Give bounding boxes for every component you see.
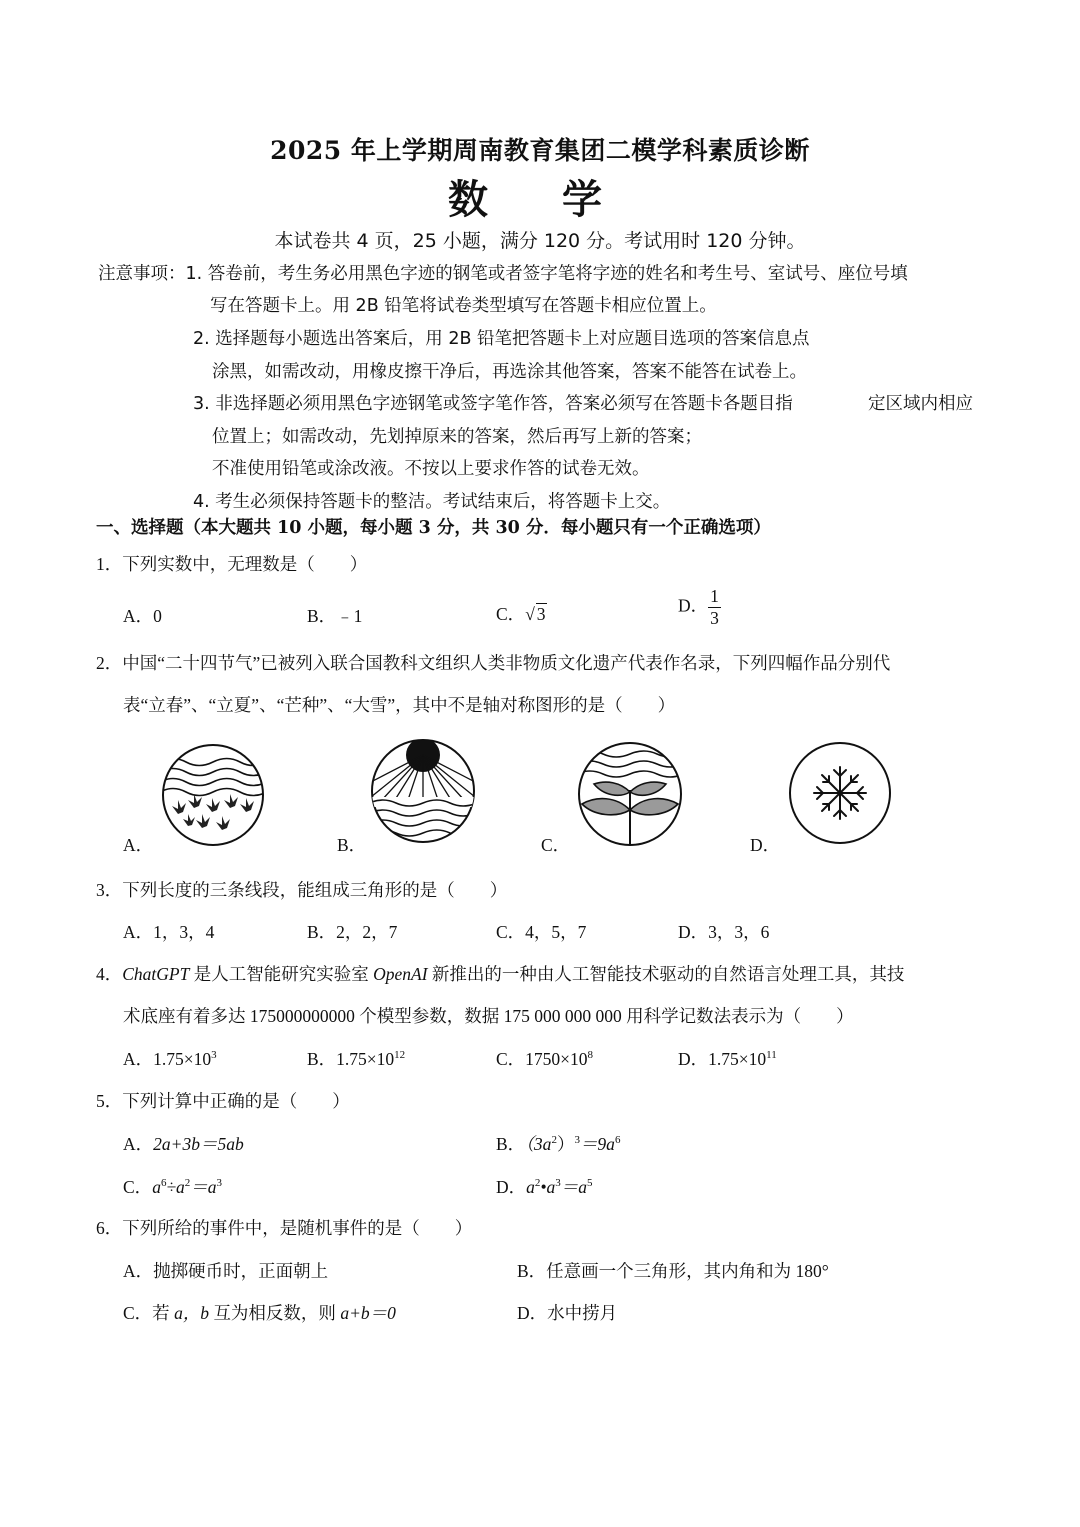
exam-info: 本试卷共 4 页，25 小题，满分 120 分。考试用时 120 分钟。 (274, 230, 806, 252)
q2-stem-line-2: 表“立春”、“立夏”、“芒种”、“大雪”，其中不是轴对称图形的是（ ） (123, 695, 676, 715)
q5-b-part-1: （3a (525, 1134, 552, 1154)
q2-option-a: A． (123, 835, 154, 855)
q5-c-exp-1: 6 (160, 1177, 167, 1189)
wavy-lines (576, 751, 684, 777)
q4-stem-mid: 是人工智能研究实验室 (189, 964, 374, 984)
q5-option-b (496, 1131, 620, 1156)
note-line-5: 3. 非选择题必须用黑色字迹钢笔或签字笔作答，答案必须写在答题卡各题目指 (193, 394, 793, 414)
q4-b-base: B．1.75×10 (307, 1049, 395, 1069)
q4-d-base: D．1.75×10 (678, 1049, 767, 1069)
q5-b-part-2: ） (556, 1134, 575, 1154)
q1-d-numerator: 1 (710, 586, 719, 606)
q2-option-b: B． (337, 835, 367, 855)
q5-c-exp-2: 2 (184, 1177, 191, 1189)
q5-c-part-2: ÷a (166, 1177, 185, 1197)
q6-c-expression: a+b＝0 (340, 1303, 396, 1323)
q5-c-part-1: a (152, 1177, 161, 1197)
q4-option-c (496, 1046, 593, 1071)
q4-stem-line-2: 术底座有着多达 175000000000 个模型参数，数据 175 000 000 000 用科学记数法表示为（ ） (123, 1006, 854, 1026)
q5-b-part-3: ＝9a (579, 1134, 615, 1154)
q5-b-exp-3: 6 (614, 1134, 621, 1146)
q5-option-a (123, 1131, 244, 1156)
q5-d-part-2: •a (540, 1177, 556, 1197)
q6-option-d: D．水中捞月 (517, 1303, 618, 1323)
q4-stem-end: 新推出的一种由人工智能技术驱动的自然语言处理工具，其技 (427, 964, 905, 984)
q5-d-exp-1: 2 (534, 1177, 541, 1189)
q6-option-a: A．抛掷硬币时，正面朝上 (123, 1261, 329, 1281)
snowflake-icon (814, 767, 866, 819)
q4-option-d (678, 1046, 777, 1071)
q4-c-exponent: 8 (587, 1049, 594, 1061)
q5-d-part-3: ＝a (560, 1177, 588, 1197)
q4-d-exponent: 11 (766, 1049, 777, 1061)
figure-c-grain-in-ear (576, 740, 684, 848)
q4-openai: OpenAI (373, 964, 428, 984)
subject-title: 数 学 (448, 176, 632, 223)
q4-a-exponent: 3 (211, 1049, 217, 1061)
q6-c-middle: 互为相反数，则 (209, 1303, 341, 1323)
q5-b-exp-2: 3 (574, 1134, 580, 1146)
section-heading: 一、选择题（本大题共 10 小题，每小题 3 分，共 30 分．每小题只有一个正确选项） (96, 518, 771, 538)
note-line-4: 涂黑，如需改动，用橡皮擦干净后，再选涂其他答案，答案不能答在试卷上。 (212, 362, 807, 382)
q2-option-d: D． (750, 835, 781, 855)
sun-icon (369, 738, 477, 836)
q1-d-denominator: 3 (710, 607, 719, 628)
q3-option-b: B．2，2，7 (307, 922, 398, 942)
q6-option-c (123, 1300, 396, 1325)
figure-b-summer (369, 737, 477, 845)
note-line-7: 不准使用铅笔或涂改液。不按以上要求作答的试卷无效。 (212, 459, 650, 479)
q5-b-exp-1: 2 (551, 1134, 557, 1146)
exam-title: 2025 年上学期周南教育集团二模学科素质诊断 (270, 136, 810, 165)
q1-stem: 1．下列实数中，无理数是（ ） (96, 554, 368, 574)
q2-stem-line-1: 2．中国“二十四节气”已被列入联合国教科文组织人类非物质文化遗产代表作名录，下列四幅作品分别代 (96, 653, 891, 673)
q3-option-c: C．4，5，7 (496, 922, 587, 942)
q4-c-base: C．1750×10 (496, 1049, 588, 1069)
note-line-3: 2. 选择题每小题选出答案后，用 2B 铅笔把答题卡上对应题目选项的答案信息点 (193, 329, 810, 349)
figure-d-great-snow (787, 740, 893, 846)
sprout-icons (172, 794, 254, 830)
q6-stem: 6．下列所给的事件中，是随机事件的是（ ） (96, 1218, 473, 1238)
q5-c-exp-3: 3 (216, 1177, 223, 1189)
q1-option-d (678, 588, 721, 627)
q3-stem: 3．下列长度的三条线段，能组成三角形的是（ ） (96, 880, 508, 900)
q5-b-label: B． (496, 1134, 526, 1154)
q5-stem: 5．下列计算中正确的是（ ） (96, 1091, 350, 1111)
q4-number: 4． (96, 964, 123, 984)
wavy-lines (160, 759, 266, 796)
note-line-8: 4. 考生必须保持答题卡的整洁。考试结束后，将答题卡上交。 (193, 492, 671, 512)
q4-a-base: A．1.75×10 (123, 1049, 212, 1069)
q1-c-label: C． (496, 604, 526, 624)
note-line-2: 写在答题卡上。用 2B 铅笔将试卷类型填写在答题卡相应位置上。 (210, 296, 717, 316)
q3-option-a: A．1，3，4 (123, 922, 215, 942)
q1-c-radicand: 3 (536, 604, 546, 624)
q5-a-expression: 2a+3b＝5ab (153, 1134, 244, 1154)
sqrt-symbol: √ (525, 604, 535, 624)
note-line-6: 位置上；如需改动，先划掉原来的答案，然后再写上新的答案； (212, 427, 702, 447)
q5-option-c (123, 1174, 222, 1199)
q4-chatgpt: ChatGPT (122, 964, 190, 984)
q5-d-exp-2: 3 (555, 1177, 561, 1189)
q2-option-c: C． (541, 835, 571, 855)
q5-d-label: D． (496, 1177, 527, 1197)
q5-d-exp-3: 5 (587, 1177, 593, 1189)
q4-option-b (307, 1046, 405, 1071)
q5-option-d (496, 1174, 593, 1199)
q5-d-part-1: a (526, 1177, 535, 1197)
q1-d-fraction (708, 588, 721, 627)
q5-c-part-3: ＝a (190, 1177, 217, 1197)
q5-a-label: A． (123, 1134, 154, 1154)
note-line-1: 注意事项：1. 答卷前，考生务必用黑色字迹的钢笔或者签字笔将字迹的姓名和考生号、室试号、座位号填 (98, 264, 908, 284)
q4-b-exponent: 12 (394, 1049, 406, 1061)
q6-c-variables: a，b (174, 1303, 210, 1323)
q1-d-label: D． (678, 595, 709, 616)
q1-option-a: A．0 (123, 606, 162, 626)
q5-c-label: C． (123, 1177, 153, 1197)
q1-option-c (496, 601, 547, 626)
q4-stem-line-1 (96, 961, 904, 986)
q3-option-d: D．3，3，6 (678, 922, 770, 942)
note-line-5b: 定区域内相应 (868, 394, 973, 414)
q4-option-a (123, 1046, 217, 1071)
seedling-icon (582, 782, 678, 848)
figure-a-spring (160, 742, 266, 848)
q6-c-label: C．若 (123, 1303, 175, 1323)
q6-option-b: B．任意画一个三角形，其内角和为 180° (517, 1261, 829, 1281)
q1-option-b: B．﹣1 (307, 606, 363, 626)
